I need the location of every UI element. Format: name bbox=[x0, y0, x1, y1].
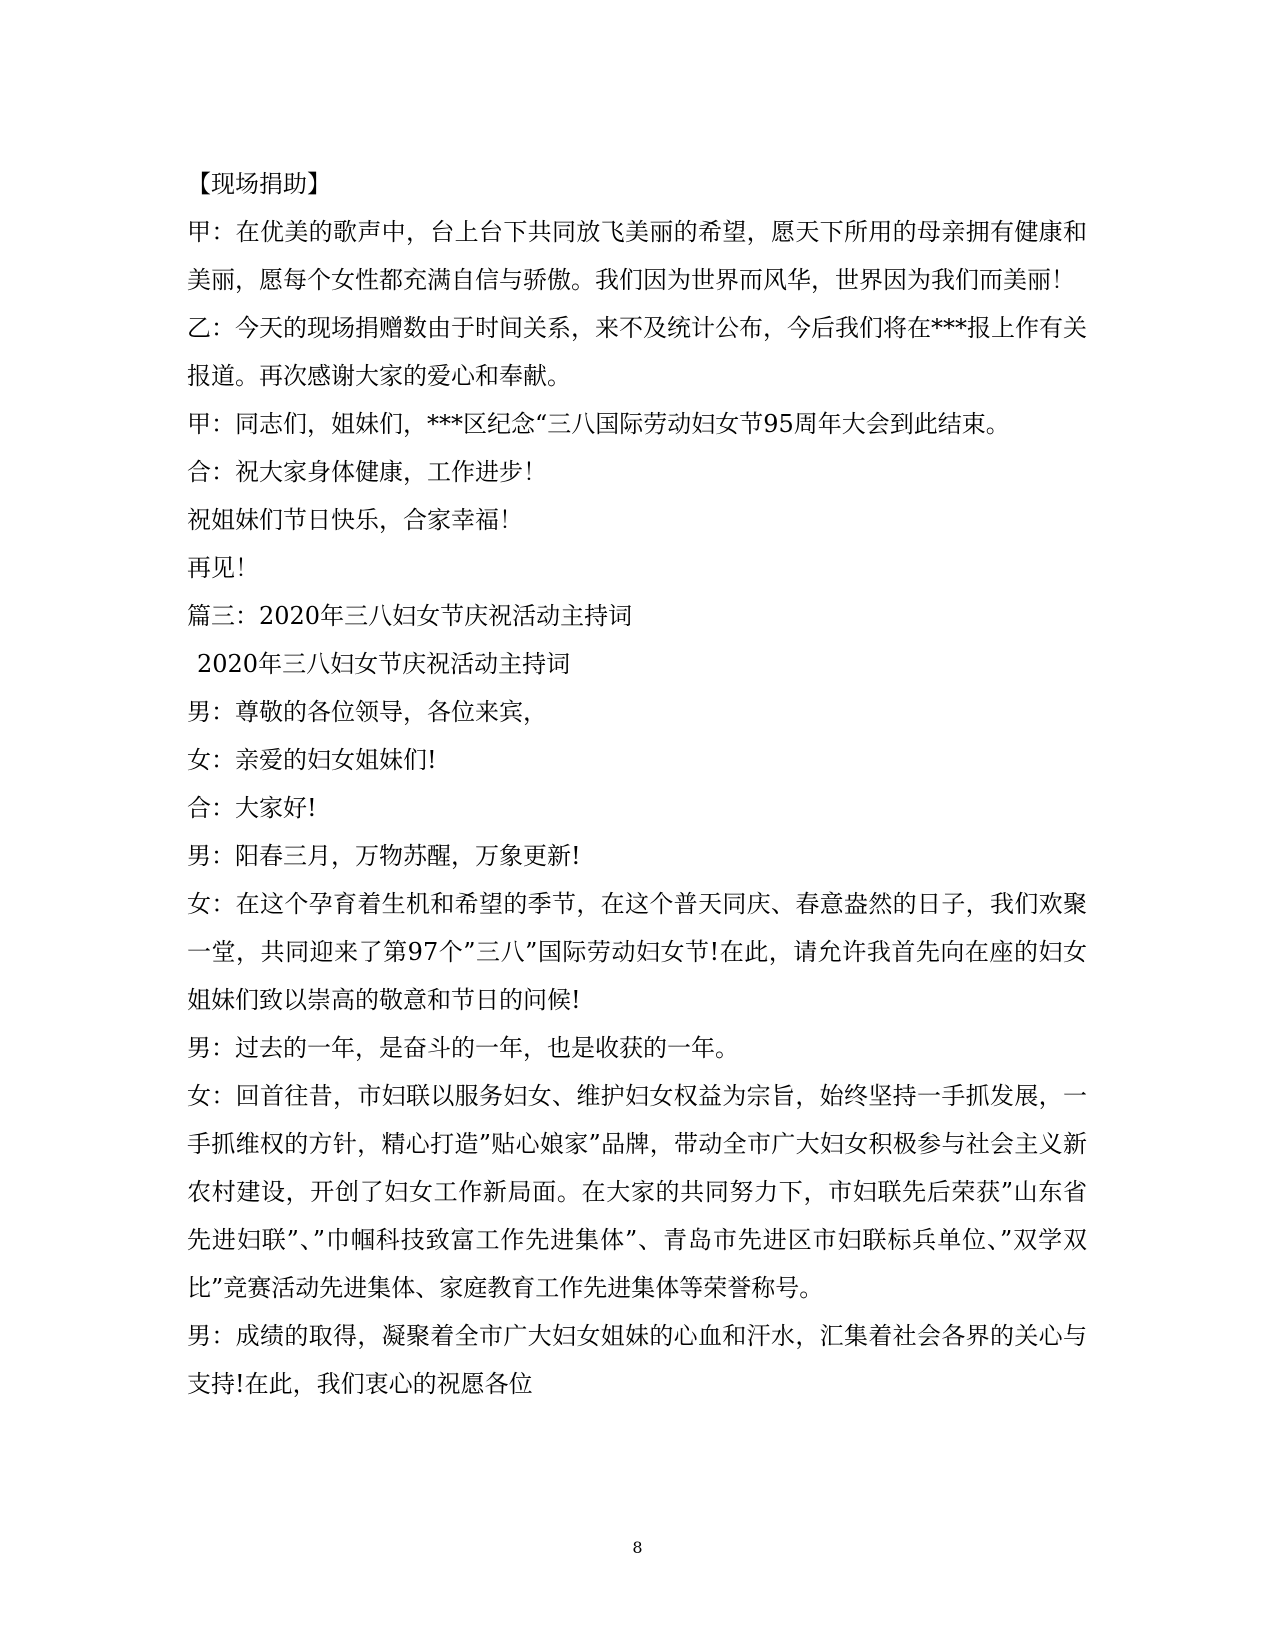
paragraph-nan-3: 男：过去的一年，是奋斗的一年，也是收获的一年。 bbox=[187, 1034, 739, 1062]
paragraph-he-2: 合：大家好! bbox=[187, 794, 317, 822]
paragraph-nan-2: 男：阳春三月，万物苏醒，万象更新! bbox=[187, 842, 581, 870]
paragraph-nv-1: 女：亲爱的妇女姐妹们! bbox=[187, 746, 437, 774]
paragraph-goodbye: 再见！ bbox=[187, 554, 259, 582]
paragraph-jia-2: 甲：同志们，姐妹们，***区纪念“三八国际劳动妇女节95周年大会到此结束。 bbox=[187, 410, 1010, 438]
paragraph-yi-1: 乙：今天的现场捐赠数由于时间关系，来不及统计公布，今后我们将在***报上作有关报道。再次感谢大家的爱心和奉献。 bbox=[187, 314, 1087, 390]
paragraph-blessing: 祝姐妹们节日快乐，合家幸福！ bbox=[187, 506, 523, 534]
paragraph-nan-1: 男：尊敬的各位领导，各位来宾， bbox=[187, 698, 547, 726]
chapter-subtitle: 2020年三八妇女节庆祝活动主持词 bbox=[197, 650, 571, 678]
document-body bbox=[187, 160, 1087, 1408]
paragraph-nan-4: 男：成绩的取得，凝聚着全市广大妇女姐妹的心血和汗水，汇集着社会各界的关心与支持!在此，我们衷心的祝愿各位 bbox=[187, 1322, 1087, 1398]
section-heading-donation: 【现场捐助】 bbox=[187, 170, 331, 198]
paragraph-he-1: 合：祝大家身体健康，工作进步！ bbox=[187, 458, 547, 486]
paragraph-nv-3: 女：回首往昔，市妇联以服务妇女、维护妇女权益为宗旨，始终坚持一手抓发展，一手抓维权的方针，精心打造”贴心娘家”品牌，带动全市广大妇女积极参与社会主义新农村建设，开创了妇女工作新局面。在大家的共同努力下，市妇联先后荣获”山东省先进妇联”、”巾帼科技致富工作先进集体”、青岛市先进区市妇联标兵单位、”双学双比”竞赛活动先进集体、家庭教育工作先进集体等荣誉称号。 bbox=[187, 1082, 1087, 1302]
chapter-title: 篇三：2020年三八妇女节庆祝活动主持词 bbox=[187, 602, 633, 630]
page-number: 8 bbox=[632, 1538, 643, 1557]
paragraph-jia-1: 甲：在优美的歌声中，台上台下共同放飞美丽的希望，愿天下所用的母亲拥有健康和美丽，愿每个女性都充满自信与骄傲。我们因为世界而风华，世界因为我们而美丽！ bbox=[187, 218, 1087, 294]
paragraph-nv-2: 女：在这个孕育着生机和希望的季节，在这个普天同庆、春意盎然的日子，我们欢聚一堂，共同迎来了第97个”三八”国际劳动妇女节!在此，请允许我首先向在座的妇女姐妹们致以崇高的敬意和节日的问候! bbox=[187, 890, 1087, 1014]
